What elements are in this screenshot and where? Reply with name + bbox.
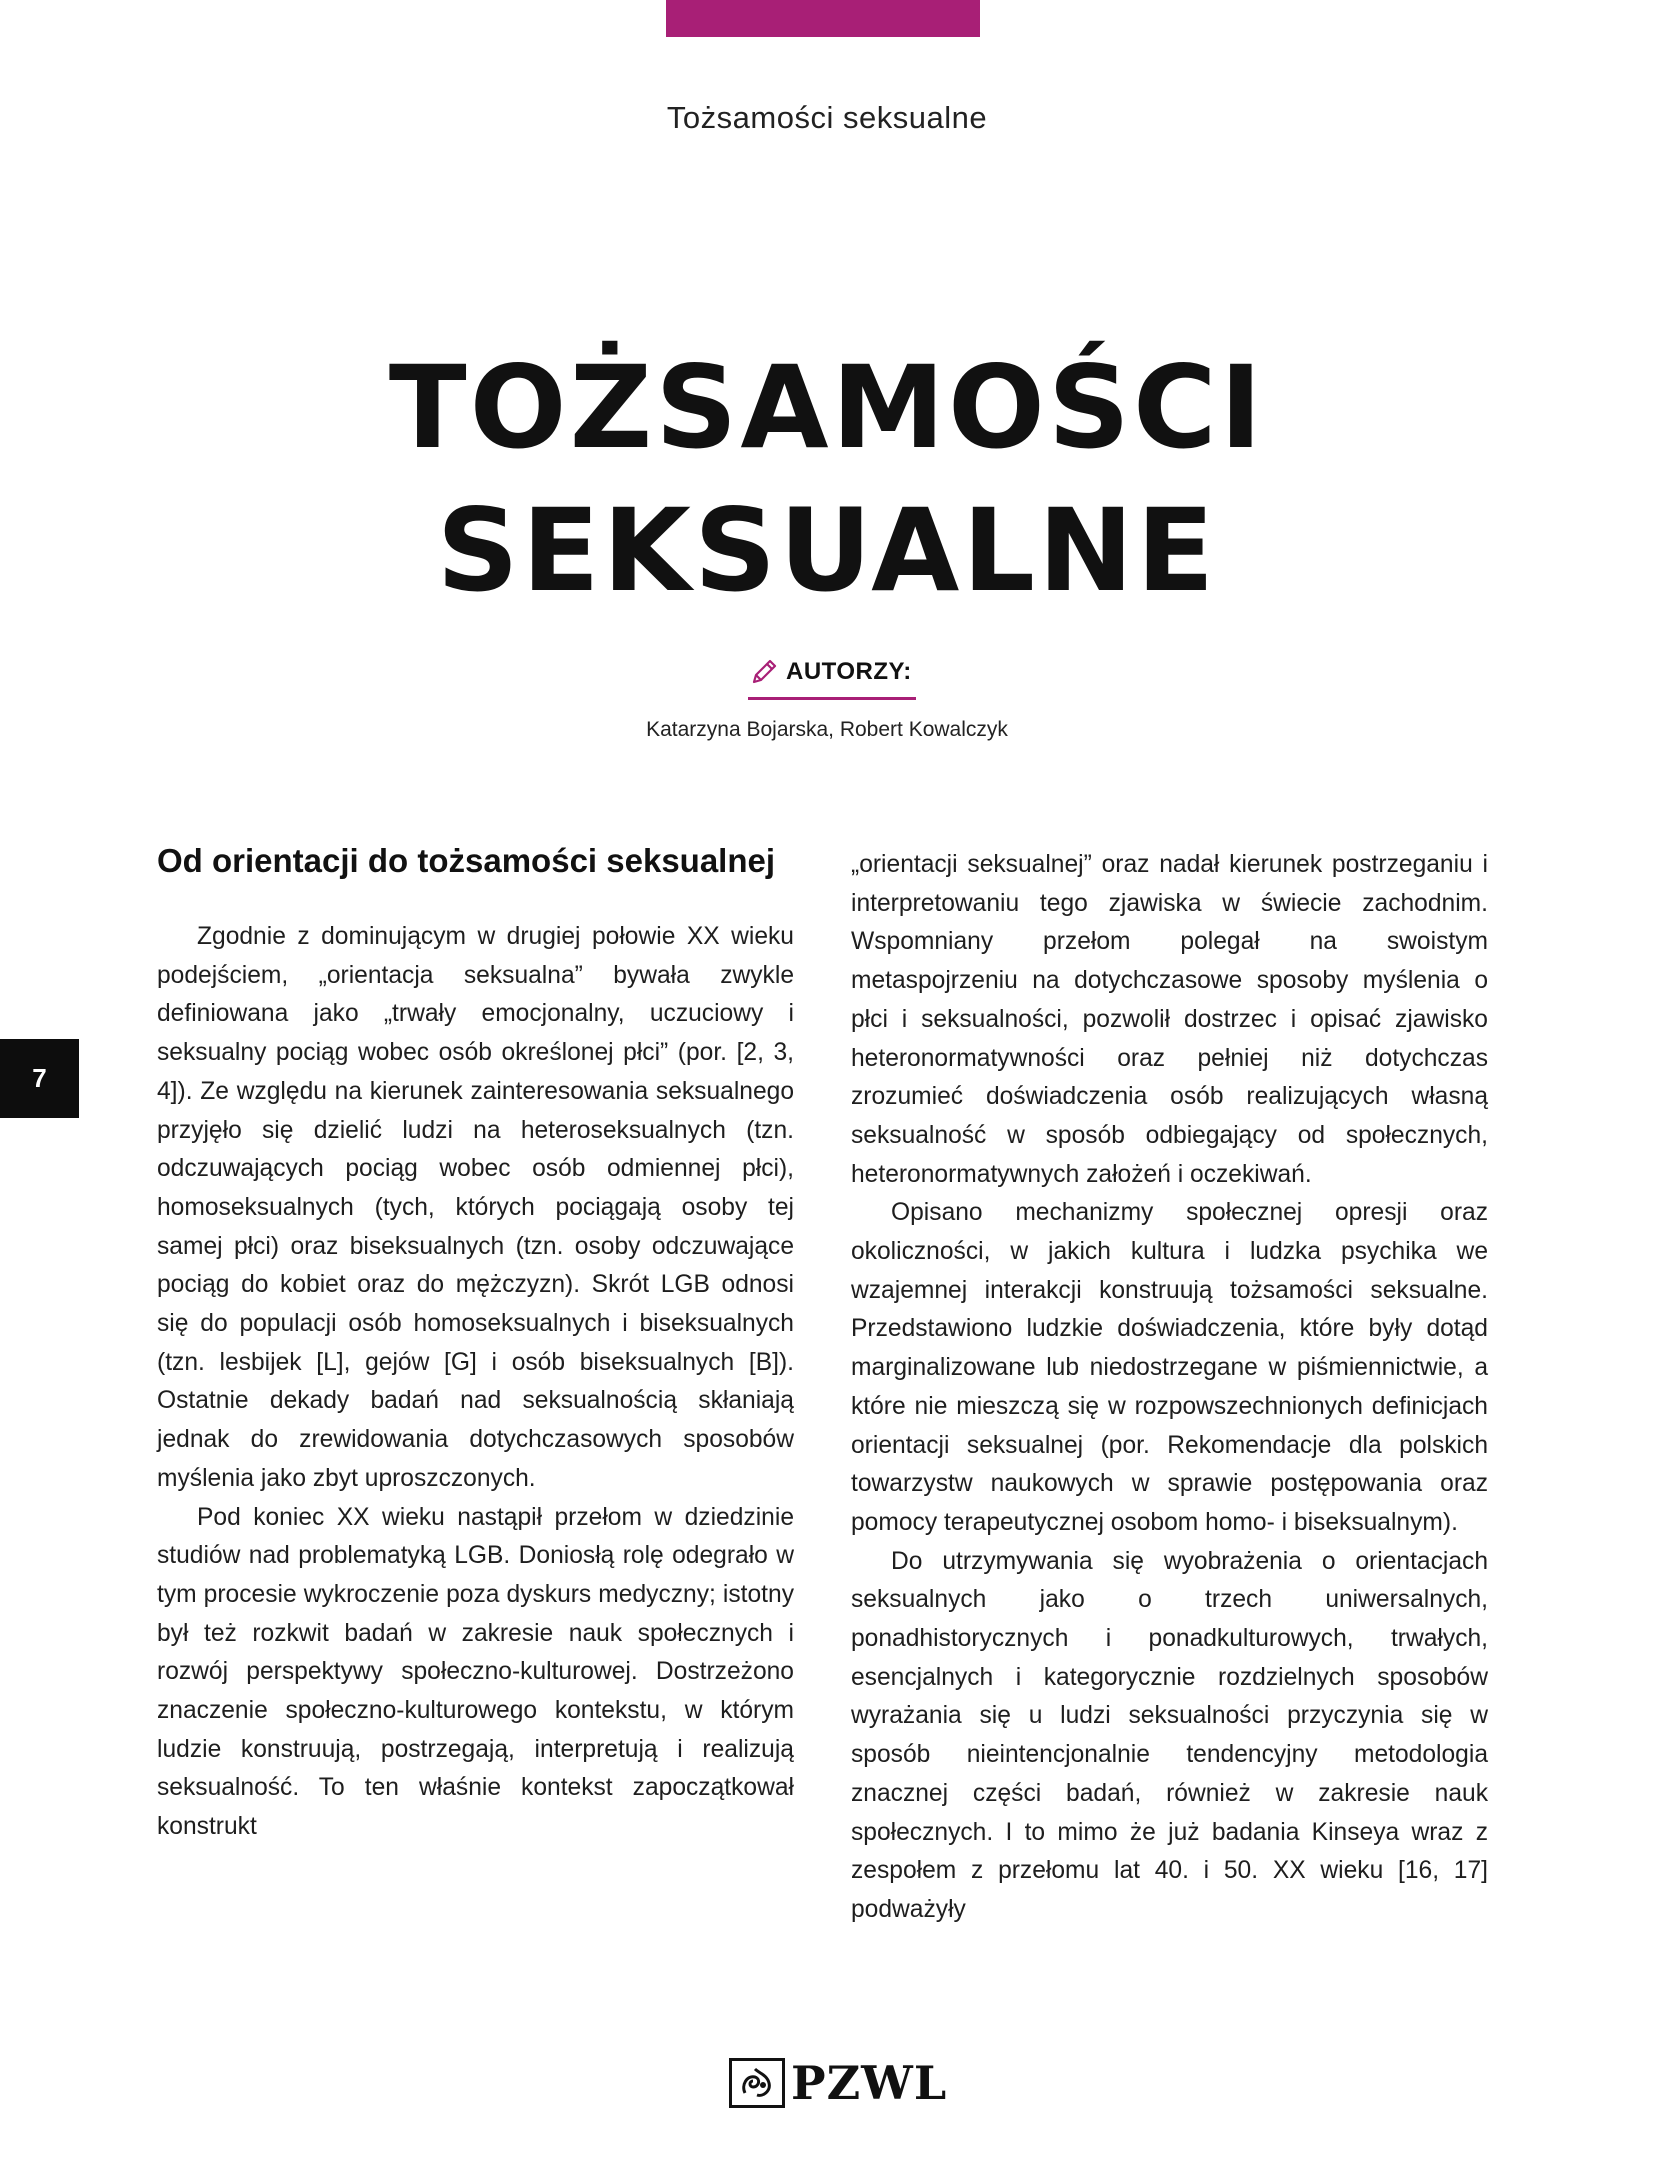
- paragraph-2-continuation: „orientacji seksualnej” oraz nadał kierunek postrzeganiu i interpretowaniu tego zjawiska w świecie zachodnim. Wspomniany przełom polegał na swoistym metaspojrzeniu na dotychczasowe sposoby myślenia o płci i seksualności, pozwolił dostrzec i opisać zjawisko heteronormatywności oraz pełniej niż dotychczas zrozumieć doświadczenia osób realizujących własną seksualność w sposób odbiegający od społecznych, heteronormatywnych założeń i oczekiwań.: [851, 851, 1488, 1188]
- paragraph-2: Pod koniec XX wieku nastąpił przełom w dziedzinie studiów nad problematyką LGB. Doniosłą rolę odegrało w tym procesie wykroczenie poza dyskurs medyczny; istotny był też rozkwit badań w zakresie nauk społecznych i rozwój perspektywy społeczno-kulturowej. Dostrzeżono znaczenie społeczno-kulturowego kontekstu, w którym ludzie konstruują, postrzegają, interpretują i realizują seksualność. To ten właśnie kontekst zapoczątkował konstrukt: [157, 1503, 794, 1841]
- section-heading: Od orientacji do tożsamości seksualnej: [157, 842, 776, 879]
- page-number-tab: 7: [0, 1039, 79, 1118]
- page-title: [0, 336, 1654, 622]
- authors-label: AUTORZY:: [786, 658, 912, 685]
- publisher-emblem-icon: [729, 2058, 785, 2108]
- article-column-left: [157, 840, 794, 1847]
- title-line-2: SEKSUALNE: [436, 484, 1218, 617]
- title-line-1: TOŻSAMOŚCI: [388, 341, 1266, 474]
- publisher-name: PZWL: [791, 2056, 948, 2110]
- top-accent-bar: [666, 0, 980, 37]
- publisher-logo: [729, 2058, 947, 2108]
- authors-names: Katarzyna Bojarska, Robert Kowalczyk: [646, 718, 1008, 741]
- article-column-right: [851, 846, 1488, 1930]
- pencil-icon: [748, 656, 780, 688]
- running-header: Tożsamości seksualne: [666, 100, 988, 135]
- paragraph-3: Opisano mechanizmy społecznej opresji oraz okoliczności, w jakich kultura i ludzka psychika we wzajemnej interakcji konstruują tożsamości seksualne. Przedstawiono ludzkie doświadczenia, które były dotąd marginalizowane lub niedostrzegane w piśmiennictwie, a które nie mieszczą się w rozpowszechnionych definicjach orientacji seksualnej (por. Rekomendacje dla polskich towarzystw naukowych w sprawie postępowania oraz pomocy terapeutycznej osobom homo- i biseksualnym).: [851, 1199, 1488, 1536]
- paragraph-4: Do utrzymywania się wyobrażenia o orientacjach seksualnych jako o trzech uniwersalnych, ponadhistorycznych i ponadkulturowych, trwałych, esencjalnych i kategorycznie rozdzielnych sposobów wyrażania się u ludzi seksualności przyczynia się w sposób nieintencjonalnie tendencyjny metodologia znacznej części badań, również w zakresie nauk społecznych. I to mimo że już badania Kinseya wraz z zespołem z przełomu lat 40. i 50. XX wieku [16, 17] podważyły: [851, 1547, 1488, 1923]
- authors-label-block: [748, 654, 916, 700]
- paragraph-1: Zgodnie z dominującym w drugiej połowie XX wieku podejściem, „orientacja seksualna” bywała zwykle definiowana jako „trwały emocjonalny, uczuciowy i seksualny pociąg wobec osób określonej płci” (por. [2, 3, 4]). Ze względu na kierunek zainteresowania seksualnego przyjęło się dzielić ludzi na heteroseksualnych (tzn. odczuwających pociąg wobec osób odmiennej płci), homoseksualnych (tych, których pociągają osoby tej samej płci) oraz biseksualnych (tzn. osoby odczuwające pociąg do kobiet oraz do mężczyzn). Skrót LGB odnosi się do populacji osób homoseksualnych i biseksualnych (tzn. lesbijek [L], gejów [G] i osób biseksualnych [B]). Ostatnie dekady badań nad seksualnością skłaniają jednak do zrewidowania dotychczasowych sposobów myślenia jako zbyt uproszczonych.: [157, 923, 794, 1492]
